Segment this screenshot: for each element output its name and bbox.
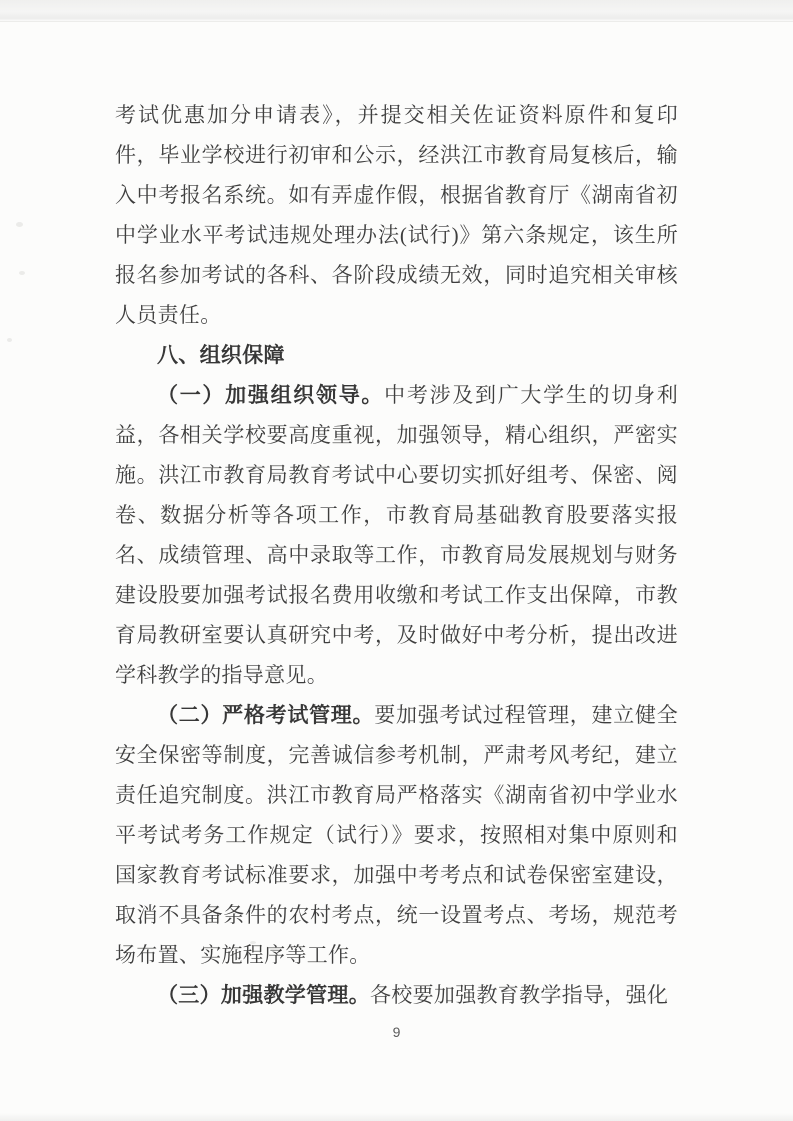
- paragraph-item-3-lead: （三）加强教学管理。: [157, 983, 370, 1007]
- paragraph-item-2-text: 要加强考试过程管理，建立健全安全保密等制度，完善诚信参考机制，严肃考风考纪，建立责任追究制度。洪江市教育局严格落实《湖南省初中学业水平考试考务工作规定（试行）》要求，按照相对集中原则和国家教育考试标准要求，加强中考考点和试卷保密室建设，取消不具备条件的农村考点，统一设置考点、考场，规范考场布置、实施程序等工作。: [115, 703, 679, 967]
- scan-edge-bottom: [0, 1113, 793, 1121]
- paragraph-item-3-text: 各校要加强教育教学指导，强化: [370, 983, 669, 1007]
- scan-speck: [16, 222, 23, 227]
- scan-edge-top: [0, 0, 793, 22]
- paragraph-item-3: [115, 975, 678, 1015]
- document-body: [115, 95, 678, 1015]
- scan-speck: [19, 271, 25, 275]
- scan-speck: [7, 338, 12, 342]
- paragraph-continuation: 考试优惠加分申请表》，并提交相关佐证资料原件和复印件，毕业学校进行初审和公示，经洪江市教育局复核后，输入中考报名系统。如有弄虚作假，根据省教育厅《湖南省初中学业水平考试违规处理办法(试行)》第六条规定，该生所报名参加考试的各科、各阶段成绩无效，同时追究相关审核人员责任。: [115, 103, 678, 327]
- paragraph-item-1: [115, 375, 678, 695]
- paragraph-item-2-lead: （二）严格考试管理。: [157, 703, 375, 727]
- paragraph-item-1-text: 中考涉及到广大学生的切身利益，各相关学校要高度重视，加强领导，精心组织，严密实施。洪江市教育局教育考试中心要切实抓好组考、保密、阅卷、数据分析等各项工作，市教育局基础教育股要落实报名、成绩管理、高中录取等工作，市教育局发展规划与财务建设股要加强考试报名费用收缴和考试工作支出保障，市教育局教研室要认真研究中考，及时做好中考分析，提出改进学科教学的指导意见。: [115, 383, 678, 687]
- paragraph-item-1-lead: （一）加强组织领导。: [157, 383, 385, 407]
- section-heading: 八、组织保障: [157, 343, 285, 367]
- page-number: 9: [392, 1024, 401, 1040]
- paragraph-item-2: [115, 695, 678, 975]
